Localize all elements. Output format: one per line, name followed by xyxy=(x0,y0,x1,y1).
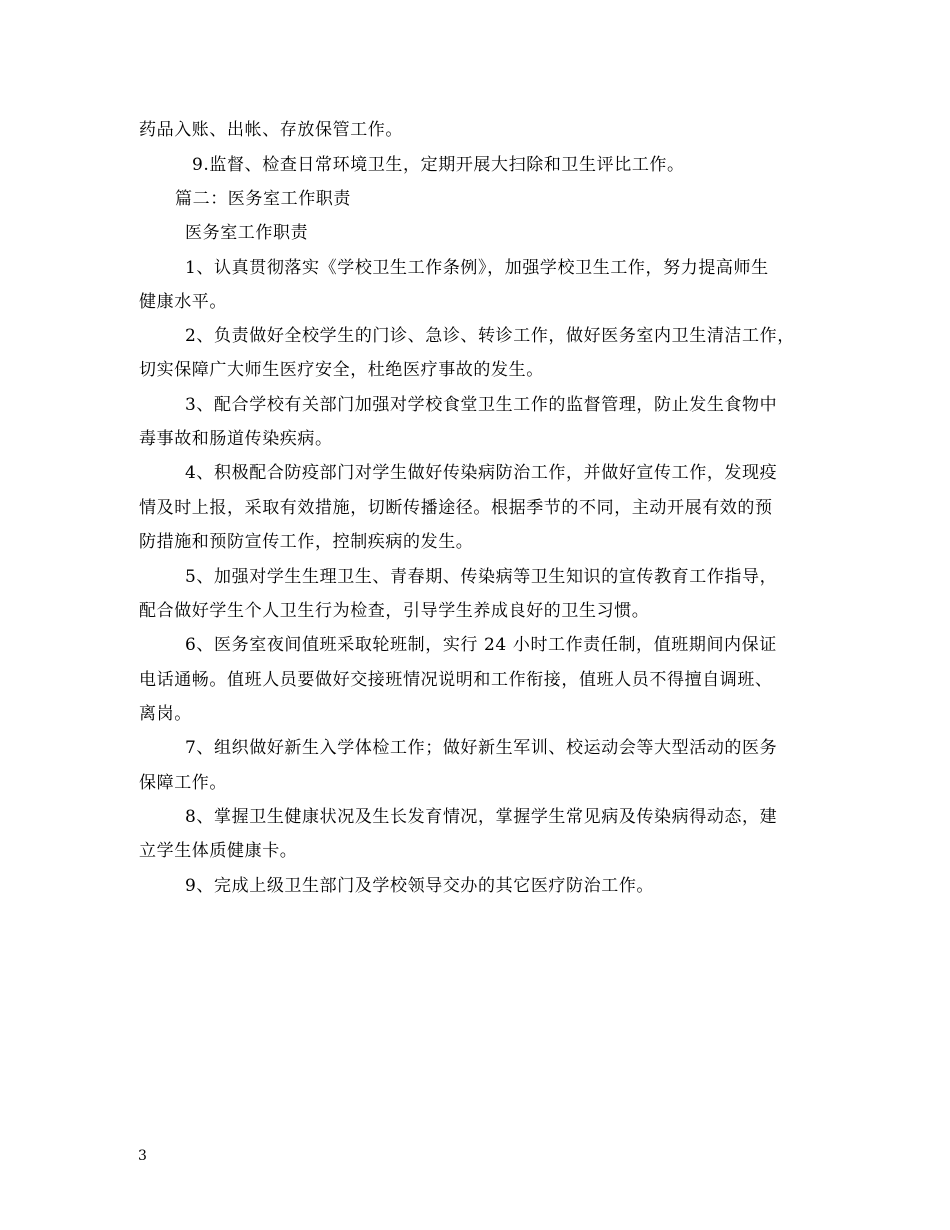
text-line: 9、完成上级卫生部门及学校领导交办的其它医疗防治工作。 xyxy=(185,876,655,896)
text-line: 2、负责做好全校学生的门诊、急诊、转诊工作，做好医务室内卫生清洁工作， xyxy=(185,326,795,346)
text-line: 立学生体质健康卡。 xyxy=(139,841,298,861)
text-line: 5、加强对学生生理卫生、青春期、传染病等卫生知识的宣传教育工作指导， xyxy=(185,567,778,587)
text-line: 健康水平。 xyxy=(139,292,227,312)
text-line: 电话通畅。值班人员要做好交接班情况说明和工作衔接，值班人员不得擅自调班、 xyxy=(139,670,773,690)
text-line: 配合做好学生个人卫生行为检查，引导学生养成良好的卫生习惯。 xyxy=(139,601,650,621)
text-line: 药品入账、出帐、存放保管工作。 xyxy=(139,120,403,140)
text-line: 8、掌握卫生健康状况及生长发育情况，掌握学生常见病及传染病得动态，建 xyxy=(185,807,778,827)
text-line: 7、组织做好新生入学体检工作；做好新生军训、校运动会等大型活动的医务 xyxy=(185,738,778,758)
text-line: 离岗。 xyxy=(139,704,192,724)
section-heading: 篇二：医务室工作职责 xyxy=(175,189,351,209)
text-line: 情及时上报，采取有效措施，切断传播途径。根据季节的不同，主动开展有效的预 xyxy=(139,498,773,518)
text-line: 1、认真贯彻落实《学校卫生工作条例》，加强学校卫生工作，努力提高师生 xyxy=(185,258,769,278)
text-line: 防措施和预防宣传工作，控制疾病的发生。 xyxy=(139,532,474,552)
text-line: 6、医务室夜间值班采取轮班制，实行 24 小时工作责任制，值班期间内保证 xyxy=(185,635,777,655)
text-line: 3、配合学校有关部门加强对学校食堂卫生工作的监督管理，防止发生食物中 xyxy=(185,395,778,415)
section-title: 医务室工作职责 xyxy=(185,223,309,243)
text-line: 切实保障广大师生医疗安全，杜绝医疗事故的发生。 xyxy=(139,360,544,380)
page-number: 3 xyxy=(138,1148,147,1164)
text-line: 4、积极配合防疫部门对学生做好传染病防治工作，并做好宣传工作，发现疫 xyxy=(185,463,778,483)
text-line: 毒事故和肠道传染疾病。 xyxy=(139,429,333,449)
text-line: 9.监督、检查日常环境卫生，定期开展大扫除和卫生评比工作。 xyxy=(192,155,685,175)
text-line: 保障工作。 xyxy=(139,773,227,793)
